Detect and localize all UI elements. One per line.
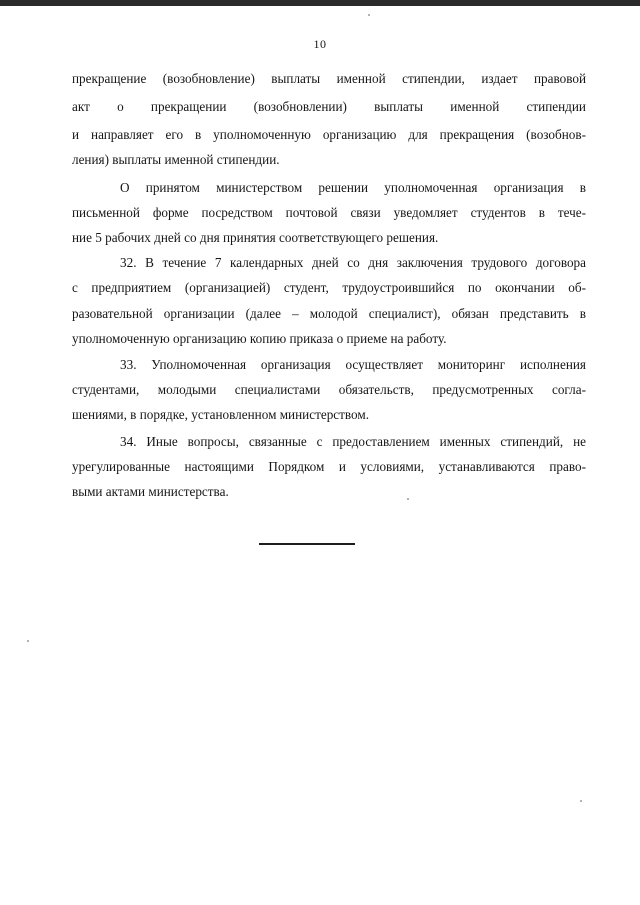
text-line: прекращение (возобновление) выплаты именной стипендии, издает правовой <box>72 71 586 86</box>
scan-speck <box>407 498 409 500</box>
text-line: 34. Иные вопросы, связанные с предоставлением именных стипендий, не <box>120 434 586 449</box>
text-line: акт о прекращении (возобновлении) выплаты именной стипендии <box>72 99 586 114</box>
text-line: урегулированные настоящими Порядком и условиями, устанавливаются право- <box>72 459 586 474</box>
text-line: студентами, молодыми специалистами обязательств, предусмотренных согла- <box>72 382 586 397</box>
text-line: разовательной организации (далее – молодой специалист), обязан представить в <box>72 306 586 321</box>
text-line: О принятом министерством решении уполномоченная организация в <box>120 180 586 195</box>
end-of-document-rule <box>259 543 355 545</box>
text-line: ние 5 рабочих дней со дня принятия соответствующего решения. <box>72 230 439 245</box>
text-line: с предприятием (организацией) студент, трудоустроившийся по окончании об- <box>72 280 586 295</box>
text-line: ления) выплаты именной стипендии. <box>72 152 280 167</box>
scan-speck <box>27 640 29 642</box>
scan-speck <box>368 14 370 16</box>
text-line: выми актами министерства. <box>72 484 229 499</box>
text-line: уполномоченную организацию копию приказа о приеме на работу. <box>72 331 447 346</box>
text-line: письменной форме посредством почтовой связи уведомляет студентов в тече- <box>72 205 586 220</box>
text-line: шениями, в порядке, установленном министерством. <box>72 407 370 422</box>
text-line: 32. В течение 7 календарных дней со дня заключения трудового договора <box>120 255 586 270</box>
text-line: и направляет его в уполномоченную организацию для прекращения (возобнов- <box>72 127 586 142</box>
scan-top-border <box>0 0 640 6</box>
text-line: 33. Уполномоченная организация осуществляет мониторинг исполнения <box>120 357 586 372</box>
scan-speck <box>580 800 582 802</box>
page-number: 10 <box>313 37 327 51</box>
